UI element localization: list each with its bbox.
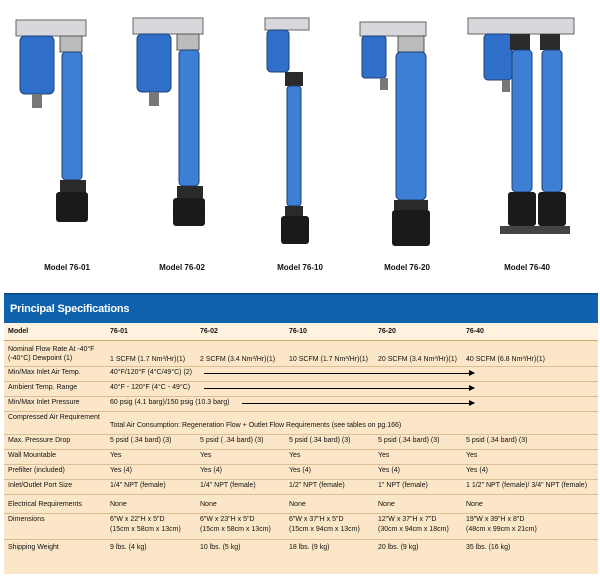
table-row xyxy=(4,515,598,537)
header-model-label: Model xyxy=(8,328,29,335)
table-row xyxy=(4,398,598,410)
row-cell: Yes xyxy=(466,452,478,459)
row-cell: 20 SCFM (3.4 Nm³/Hr)(1) xyxy=(378,356,457,363)
row-cell: None xyxy=(200,501,217,508)
row-divider xyxy=(4,381,598,382)
row-cell: 1" NPT (female) xyxy=(378,482,428,489)
row-span-value: 60 psig (4.1 barg)/150 psig (10.3 barg) xyxy=(110,399,230,406)
header-col: 76-10 xyxy=(289,328,307,335)
row-cell: Yes xyxy=(110,452,122,459)
row-cell: 19"W x 39"H x 8"D xyxy=(466,516,525,523)
row-cell-metric: (30cm x 94cm x 18cm) xyxy=(378,526,449,533)
table-row xyxy=(4,368,598,380)
row-label: Min/Max Inlet Air Temp. xyxy=(8,369,81,376)
right-arrow-icon xyxy=(204,373,474,374)
table-row xyxy=(4,466,598,478)
table-row xyxy=(4,451,598,463)
row-divider xyxy=(4,434,598,435)
row-cell: 1/4" NPT (female) xyxy=(110,482,166,489)
table-row xyxy=(4,413,598,433)
row-cell-metric: (15cm x 58cm x 13cm) xyxy=(110,526,181,533)
row-cell-metric: (15cm x 94cm x 13cm) xyxy=(289,526,360,533)
row-cell: Yes xyxy=(200,452,212,459)
dryer-76-10-image xyxy=(245,0,355,260)
row-cell: None xyxy=(289,501,306,508)
row-cell: Yes xyxy=(289,452,301,459)
table-row xyxy=(4,543,598,555)
row-cell: 20 lbs. (9 kg) xyxy=(378,544,419,551)
row-label: Nominal Flow Rate At -40°F (-40°C) Dewpoint (1) xyxy=(8,346,95,362)
row-label: Ambient Temp. Range xyxy=(8,384,78,391)
row-cell: 5 psid (.34 bard) (3) xyxy=(110,437,172,444)
row-cell: 6"W x 37"H x 5"D xyxy=(289,516,344,523)
row-cell: Yes (4) xyxy=(200,467,222,474)
row-label: Wall Mountable xyxy=(8,452,56,459)
dryer-76-01-image xyxy=(12,0,122,260)
row-label: Max. Pressure Drop xyxy=(8,437,71,444)
right-arrow-icon xyxy=(204,388,474,389)
row-cell: 1 SCFM (1.7 Nm³/Hr)(1) xyxy=(110,356,186,363)
row-span-value: Total Air Consumption: Regeneration Flow + Outlet Flow Requirements (see tables on pg.166) xyxy=(110,422,402,429)
product-label: Model 76-02 xyxy=(159,263,205,272)
row-cell: None xyxy=(378,501,395,508)
dryer-76-02-image xyxy=(127,0,237,260)
row-label: Compressed Air Requirement xyxy=(8,414,100,421)
row-divider xyxy=(4,494,598,495)
row-cell: 1 1/2" NPT (female)/ 3/4" NPT (female) xyxy=(466,482,588,489)
row-cell: 6"W x 22"H x 5"D xyxy=(110,516,165,523)
right-arrow-icon xyxy=(242,403,474,404)
row-cell: 5 psid (.34 bard) (3) xyxy=(466,437,528,444)
row-cell-metric: (48cm x 99cm x 21cm) xyxy=(466,526,537,533)
row-cell: 2 SCFM (3.4 Nm³/Hr)(1) xyxy=(200,356,276,363)
table-row xyxy=(4,383,598,395)
row-cell: 35 lbs. (16 kg) xyxy=(466,544,511,551)
row-label: Inlet/Outlet Port Size xyxy=(8,482,73,489)
product-76-40 xyxy=(462,0,592,290)
header-col: 76-40 xyxy=(466,328,484,335)
product-label: Model 76-01 xyxy=(44,263,90,272)
row-cell: Yes xyxy=(378,452,390,459)
row-divider xyxy=(4,513,598,514)
row-cell: 5 psid (.34 bard) (3) xyxy=(289,437,351,444)
principal-specifications-table xyxy=(4,293,598,574)
spec-title: Principal Specifications xyxy=(4,293,598,323)
row-divider xyxy=(4,366,598,367)
row-cell: 1/2" NPT (female) xyxy=(289,482,345,489)
row-divider xyxy=(4,449,598,450)
row-label: Shipping Weight xyxy=(8,544,59,551)
row-cell: 18 lbs. (9 kg) xyxy=(289,544,330,551)
header-col: 76-01 xyxy=(110,328,128,335)
row-label: Prefilter (included) xyxy=(8,467,65,474)
product-label: Model 76-10 xyxy=(277,263,323,272)
row-cell-metric: (15cm x 58cm x 13cm) xyxy=(200,526,271,533)
row-label: Electrical Requirements xyxy=(8,501,82,508)
product-label: Model 76-40 xyxy=(504,263,550,272)
product-76-20 xyxy=(352,0,462,290)
row-cell: 5 psid (.34 bard) (3) xyxy=(378,437,440,444)
row-cell: Yes (4) xyxy=(289,467,311,474)
product-76-02 xyxy=(127,0,237,290)
row-cell: 12"W x 37"H x 7"D xyxy=(378,516,437,523)
row-cell: Yes (4) xyxy=(378,467,400,474)
dryer-76-20-image xyxy=(352,0,462,260)
row-cell: Yes (4) xyxy=(110,467,132,474)
row-divider xyxy=(4,464,598,465)
row-divider xyxy=(4,539,598,540)
row-cell: None xyxy=(466,501,483,508)
table-row xyxy=(4,481,598,493)
row-cell: 10 lbs. (5 kg) xyxy=(200,544,241,551)
row-label: Dimensions xyxy=(8,516,45,523)
dryer-76-40-image xyxy=(462,0,592,260)
row-divider xyxy=(4,396,598,397)
table-row xyxy=(4,500,598,512)
product-76-10 xyxy=(245,0,355,290)
row-cell: 9 lbs. (4 kg) xyxy=(110,544,147,551)
row-span-value: 40°F - 120°F (4°C - 49°C) xyxy=(110,384,191,391)
row-cell: None xyxy=(110,501,127,508)
product-76-01 xyxy=(12,0,122,290)
table-row xyxy=(4,345,598,365)
row-divider xyxy=(4,411,598,412)
row-cell: 10 SCFM (1.7 Nm³/Hr)(1) xyxy=(289,356,368,363)
product-label: Model 76-20 xyxy=(384,263,430,272)
header-col: 76-02 xyxy=(200,328,218,335)
row-cell: 40 SCFM (6.8 Nm³/Hr)(1) xyxy=(466,356,545,363)
row-divider xyxy=(4,479,598,480)
row-cell: 6"W x 23"H x 5"D xyxy=(200,516,255,523)
table-row xyxy=(4,436,598,448)
row-cell: Yes (4) xyxy=(466,467,488,474)
table-header-row xyxy=(4,323,598,341)
row-span-value: 40°F/120°F (4°C/49°C) (2) xyxy=(110,369,193,376)
row-cell: 5 psid ( .34 bard) (3) xyxy=(200,437,264,444)
row-label: Min/Max Inlet Pressure xyxy=(8,399,80,406)
row-cell: 1/4" NPT (female) xyxy=(200,482,256,489)
header-col: 76-20 xyxy=(378,328,396,335)
